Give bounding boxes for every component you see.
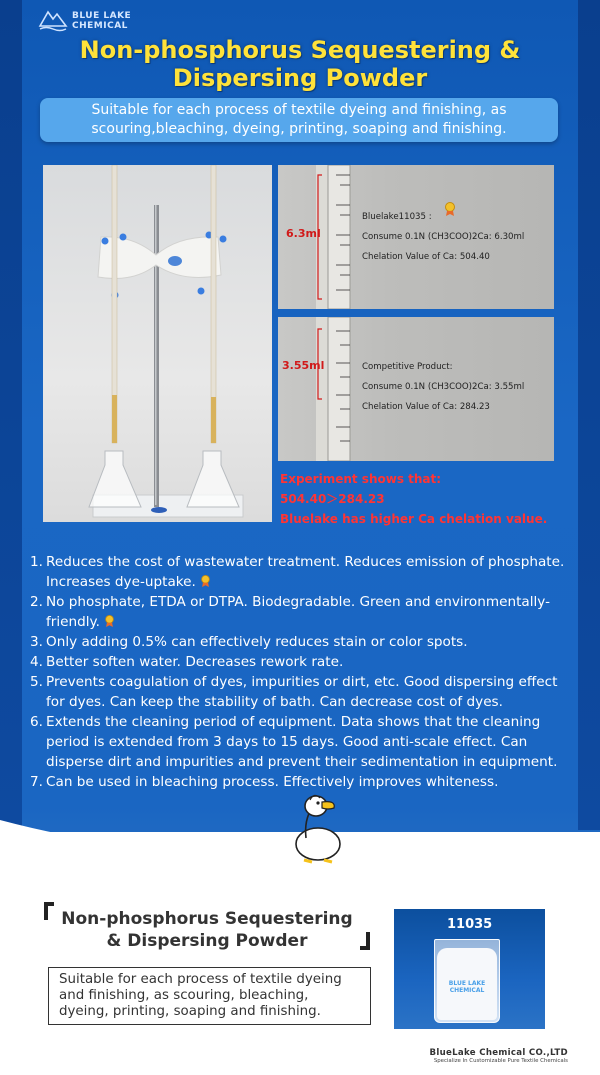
- feature-list: [30, 552, 575, 792]
- consume-value: Consume 0.1N (CH3COO)2Ca: 6.30ml: [362, 232, 525, 242]
- left-side-band: [0, 0, 22, 830]
- subtitle-box: [40, 98, 558, 142]
- panel-text: [362, 357, 524, 417]
- lake-logo-icon: [38, 6, 68, 32]
- consume-value: Consume 0.1N (CH3COO)2Ca: 3.55ml: [362, 382, 525, 392]
- measurement-label: 6.3ml: [286, 227, 321, 240]
- medal-icon: [200, 575, 211, 587]
- item-text: Can be used in bleaching process. Effectively improves whiteness.: [46, 774, 499, 790]
- result-comparison: 504.40＞284.23: [280, 492, 385, 506]
- item-number: 4.: [30, 654, 43, 670]
- logo-text-line2: CHEMICAL: [72, 21, 128, 31]
- product-name: Bluelake11035 :: [362, 212, 432, 222]
- medal-icon: [444, 202, 456, 216]
- logo-text-line1: BLUE LAKE: [72, 11, 132, 21]
- duck-mascot-icon: [292, 790, 352, 865]
- beaker-logo-line1: BLUE LAKE: [448, 980, 486, 987]
- medal-icon: [104, 615, 115, 627]
- bottom-description: Suitable for each process of textile dyeing and finishing, as scouring, bleaching, dyeing, printing, soaping and finishing.: [48, 967, 371, 1025]
- item-number: 2.: [30, 594, 43, 610]
- list-item: [30, 552, 575, 592]
- chelation-value: Chelation Value of Ca: 504.40: [362, 252, 490, 262]
- item-number: 6.: [30, 714, 43, 730]
- list-item: [30, 632, 575, 652]
- bottom-title-line-2: & Dispersing Powder: [106, 931, 308, 951]
- company-info: [429, 1048, 568, 1064]
- title-line-1: Non-phosphorus Sequestering &: [79, 36, 521, 64]
- measurement-label: 3.55ml: [282, 359, 325, 372]
- bracket-top-left: [44, 902, 54, 920]
- subtitle-line-1: Suitable for each process of textile dyeing and finishing, as: [91, 102, 507, 118]
- beaker-logo-line2: CHEMICAL: [449, 987, 485, 994]
- product-code: 11035: [447, 917, 493, 932]
- right-side-band: [578, 0, 600, 830]
- item-number: 7.: [30, 774, 43, 790]
- item-number: 5.: [30, 674, 43, 690]
- item-number: 1.: [30, 554, 43, 570]
- title-line-2: Dispersing Powder: [172, 64, 428, 92]
- company-name: BlueLake Chemical CO.,LTD: [429, 1048, 568, 1058]
- item-text: Only adding 0.5% can effectively reduces stain or color spots.: [46, 634, 468, 650]
- bottom-title-box: [44, 898, 370, 954]
- experiment-result: [280, 469, 570, 529]
- product-name: Competitive Product:: [362, 362, 453, 372]
- chelation-value: Chelation Value of Ca: 284.23: [362, 402, 490, 412]
- subtitle-line-2: scouring,bleaching, dyeing, printing, soaping and finishing.: [91, 121, 507, 137]
- list-item: [30, 712, 575, 772]
- company-tagline: Specialize In Customizable Pure Textile Chemicals: [433, 1058, 568, 1064]
- item-text: No phosphate, ETDA or DTPA. Biodegradable. Green and environmentally-friendly.: [46, 594, 551, 630]
- beaker-logo: [435, 980, 499, 994]
- experiment-panel-competitor: [278, 317, 554, 461]
- burette-stand-photo: [43, 165, 272, 522]
- brand-logo: [38, 6, 148, 34]
- bracket-bottom-right: [360, 932, 370, 950]
- item-text: Reduces the cost of wastewater treatment. Reduces emission of phosphate. Increases dye-uptake.: [46, 554, 565, 590]
- list-item: [30, 652, 575, 672]
- result-heading: Experiment shows that:: [280, 472, 442, 486]
- titration-apparatus-illustration: [43, 165, 272, 522]
- product-photo: [394, 909, 545, 1029]
- beaker-icon: [434, 939, 500, 1023]
- experiment-panel-bluelake: [278, 165, 554, 309]
- bottom-title: [54, 908, 360, 952]
- item-number: 3.: [30, 634, 43, 650]
- item-text: Prevents coagulation of dyes, impurities or dirt, etc. Good dispersing effect for dyes. Can keep the stability of bath. Can decrease cost of dyes.: [46, 674, 558, 710]
- item-text: Extends the cleaning period of equipment. Data shows that the cleaning period is extended from 3 days to 15 days. Good anti-scale effect. Can disperse dirt and impurities and prevent their sedimentation in equipment.: [46, 714, 558, 770]
- result-conclusion: Bluelake has higher Ca chelation value.: [280, 512, 548, 526]
- page-title: [0, 36, 600, 92]
- list-item: [30, 592, 575, 632]
- bottom-title-line-1: Non-phosphorus Sequestering: [61, 909, 353, 929]
- list-item: [30, 672, 575, 712]
- panel-text: [362, 207, 524, 267]
- item-text: Better soften water. Decreases rework rate.: [46, 654, 344, 670]
- list-item: [30, 772, 575, 792]
